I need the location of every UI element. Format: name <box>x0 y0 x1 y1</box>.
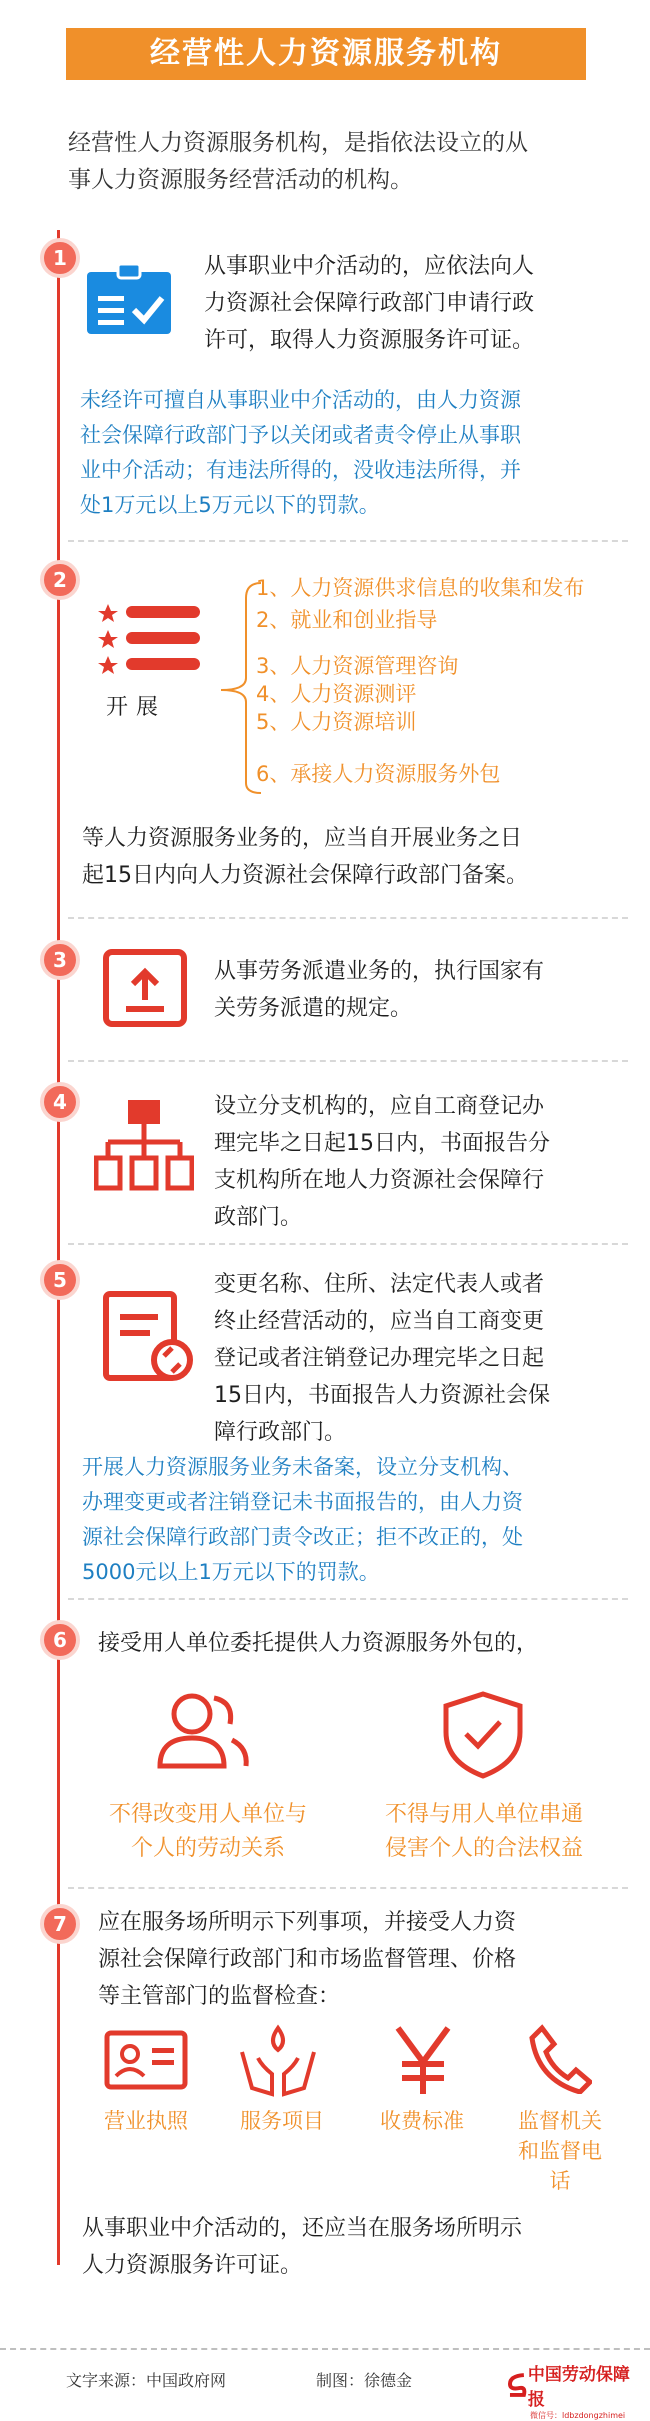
develop-label: 开展 <box>106 695 167 720</box>
list-item: 6、承接人力资源服务外包 <box>256 762 501 786</box>
intro-line: 经营性人力资源服务机构，是指依法设立的从 <box>68 130 528 156</box>
section-5-penalty-note: 开展人力资源服务业务未备案，设立分支机构、 办理变更或者注销登记未书面报告的，由人力资 源社会保障行政部门责令改正；拒不改正的，处 5000元以上1万元以下的罚款。 <box>82 1455 523 1584</box>
section-1-text: 从事职业中介活动的，应依法向人 力资源社会保障行政部门申请行政 许可，取得人力资源服务许可证。 <box>204 254 535 353</box>
list-item: 5、人力资源培训 <box>256 710 417 734</box>
source-credit: 文字来源：中国政府网 <box>66 2371 227 2390</box>
left-caption: 不得改变用人单位与 个人的劳动关系 <box>108 1802 307 1861</box>
maker-credit: 制图：徐德金 <box>316 2371 413 2390</box>
step-badge-6: 6 <box>40 1620 80 1660</box>
document-change-icon <box>102 1290 198 1390</box>
section-divider <box>68 917 628 919</box>
page-title: 经营性人力资源服务机构 <box>66 28 586 80</box>
timeline-line <box>57 230 60 2265</box>
list-item: 2、就业和创业指导 <box>256 608 438 632</box>
section-divider <box>68 1243 628 1245</box>
list-item: 1、人力资源供求信息的收集和发布 <box>256 576 585 600</box>
icon-label-fees: 收费标准 <box>380 2109 464 2133</box>
org-chart-icon <box>94 1098 194 1198</box>
phone-icon <box>528 2024 592 2098</box>
logo-text: 中国劳动保障报 <box>527 2365 630 2410</box>
section-divider <box>68 1598 628 1600</box>
logo-mark-icon <box>506 2372 528 2398</box>
icon-label-license: 营业执照 <box>104 2109 188 2133</box>
step-badge-2: 2 <box>40 560 80 600</box>
section-divider <box>68 540 628 542</box>
footer-divider <box>0 2348 650 2350</box>
logo-subtext: 微信号：ldbzdongzhimei <box>530 2411 626 2420</box>
section-7-closing: 从事职业中介活动的，还应当在服务场所明示 人力资源服务许可证。 <box>82 2216 523 2278</box>
section-3-text: 从事劳务派遣业务的，执行国家有 关劳务派遣的规定。 <box>214 959 545 1021</box>
section-1-penalty-note: 未经许可擅自从事职业中介活动的，由人力资源 社会保障行政部门予以关闭或者责令停止从事职 业中介活动；有违法所得的，没收违法所得，并 处1万元以上5万元以下的罚款。 <box>80 388 521 517</box>
people-icon <box>152 1690 252 1774</box>
section-5-text: 变更名称、住所、法定代表人或者 终止经营活动的，应当自工商变更 登记或者注销登记办理完毕之日起 15日内，书面报告人力资源社会保 障行政部门。 <box>214 1272 550 1445</box>
application-form-icon <box>82 262 182 346</box>
shield-check-icon <box>438 1690 528 1784</box>
step-badge-3: 3 <box>40 940 80 980</box>
list-icon <box>98 600 208 684</box>
step-badge-1: 1 <box>40 238 80 278</box>
list-item: 3、人力资源管理咨询 <box>256 654 459 678</box>
section-divider <box>68 1060 628 1062</box>
newspaper-logo <box>506 2360 646 2421</box>
step-badge-7: 7 <box>40 1904 80 1944</box>
list-item: 4、人力资源测评 <box>256 682 417 706</box>
section-divider <box>68 1887 628 1889</box>
section-2-text: 等人力资源服务业务的，应当自开展业务之日 起15日内向人力资源社会保障行政部门备案。 <box>82 826 528 888</box>
icon-label-supervision: 监督机关 和监督电 话 <box>518 2109 602 2193</box>
yuan-icon <box>388 2022 458 2102</box>
intro-line: 事人力资源服务经营活动的机构。 <box>68 167 413 193</box>
intro-text <box>68 125 608 199</box>
right-caption: 不得与用人单位串通 侵害个人的合法权益 <box>384 1802 583 1861</box>
upload-icon <box>102 948 188 1032</box>
business-license-icon <box>104 2030 188 2094</box>
step-badge-4: 4 <box>40 1082 80 1122</box>
icon-label-services: 服务项目 <box>240 2109 324 2133</box>
section-7-text: 应在服务场所明示下列事项，并接受人力资 源社会保障行政部门和市场监督管理、价格 等主管部门的监督检查： <box>98 1910 517 2009</box>
hands-service-icon <box>238 2022 318 2102</box>
step-badge-5: 5 <box>40 1260 80 1300</box>
section-6-text: 接受用人单位委托提供人力资源服务外包的， <box>98 1631 539 1656</box>
section-4-text: 设立分支机构的，应自工商登记办 理完毕之日起15日内，书面报告分 支机构所在地人力资源社会保障行 政部门。 <box>214 1094 550 1230</box>
